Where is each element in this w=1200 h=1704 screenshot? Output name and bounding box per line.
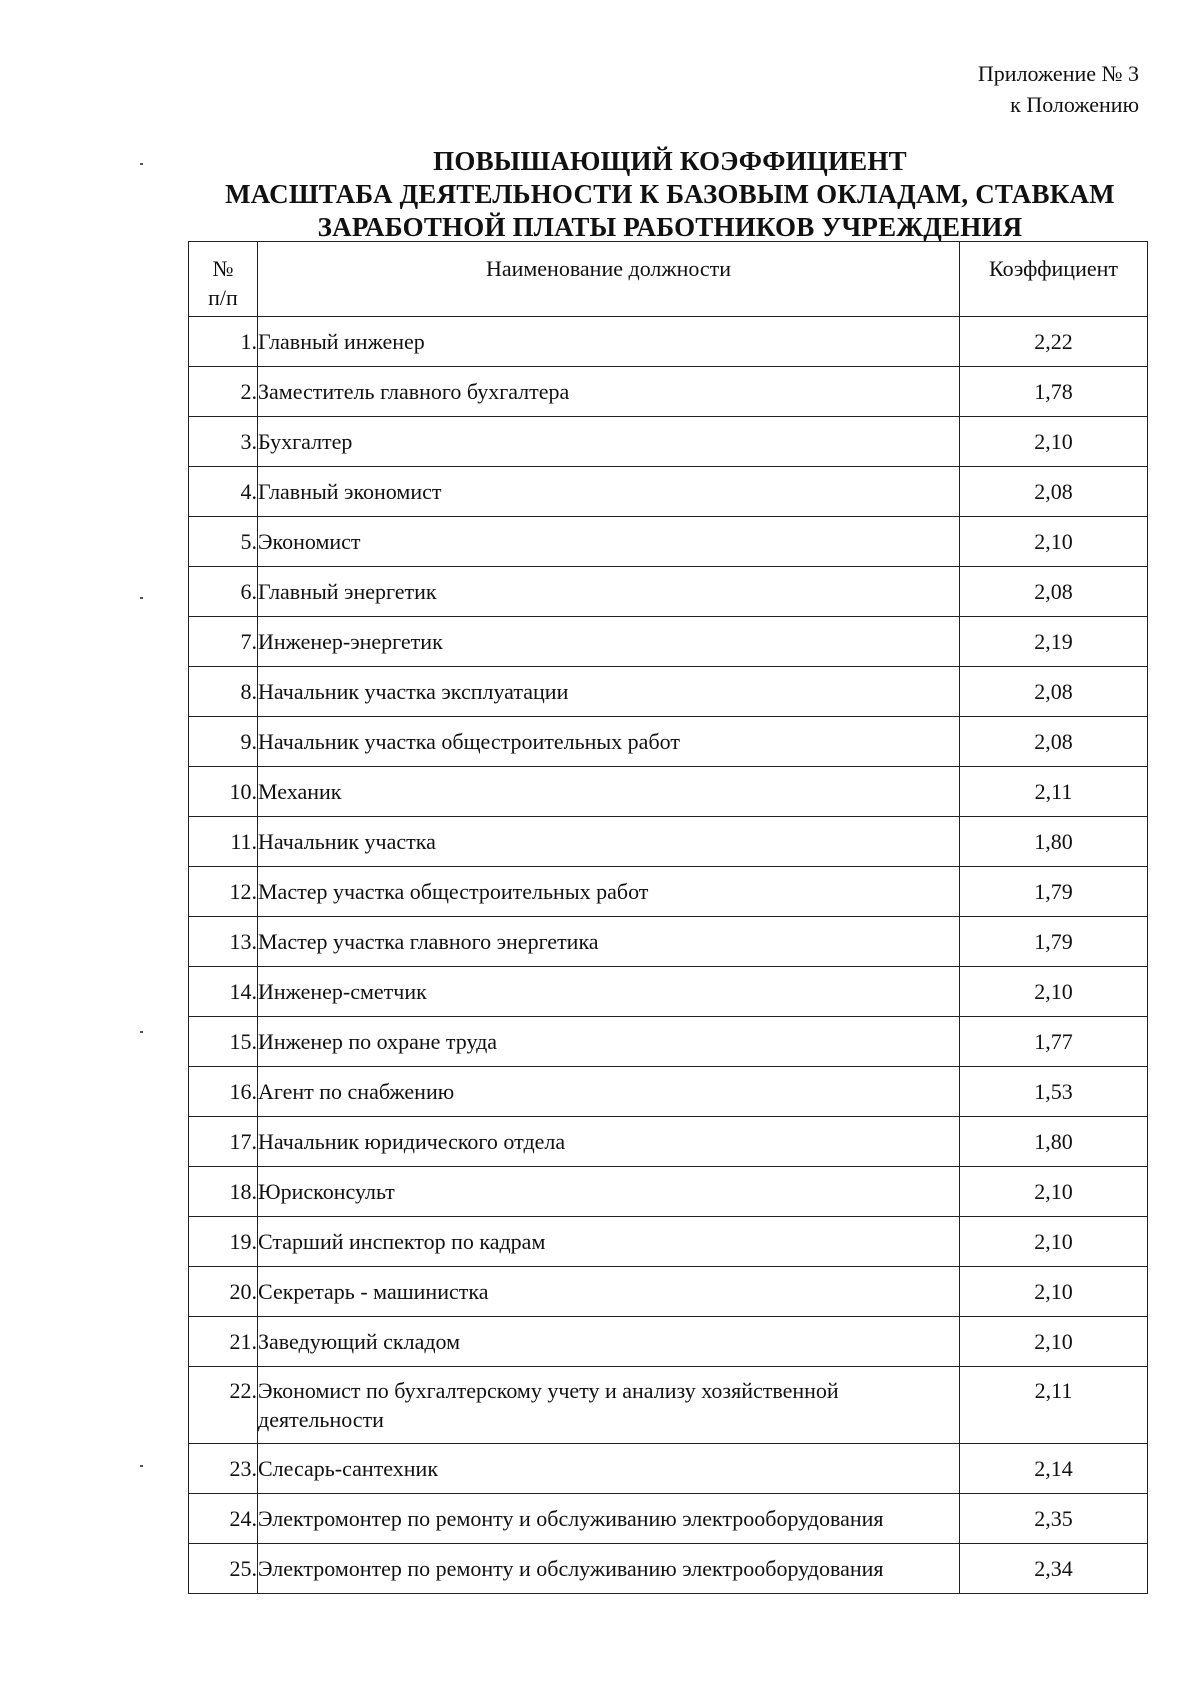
position-name: Старший инспектор по кадрам [258,1217,960,1267]
coefficient-value: 2,10 [960,967,1148,1017]
coefficient-value: 2,14 [960,1444,1148,1494]
position-name: Заведующий складом [258,1317,960,1367]
coefficient-value: 2,10 [960,417,1148,467]
position-name: Главный экономист [258,467,960,517]
appendix-note [978,58,1139,120]
table-row [189,517,1148,567]
scan-mark [140,1465,143,1467]
position-name: Экономист по бухгалтерскому учету и анализу хозяйственной деятельности [258,1367,960,1444]
coefficient-value: 1,80 [960,1117,1148,1167]
row-number: 20. [189,1267,258,1317]
coefficient-value: 2,08 [960,667,1148,717]
scan-mark [140,597,143,599]
coefficient-value: 2,08 [960,467,1148,517]
row-number: 11. [189,817,258,867]
coefficient-value: 2,10 [960,517,1148,567]
row-number: 4. [189,467,258,517]
coefficient-value: 2,19 [960,617,1148,667]
coefficient-value: 2,35 [960,1494,1148,1544]
coefficient-value: 2,10 [960,1217,1148,1267]
table-row [189,717,1148,767]
row-number: 16. [189,1067,258,1117]
row-number: 6. [189,567,258,617]
table-row [189,1217,1148,1267]
position-name: Начальник юридического отдела [258,1117,960,1167]
position-name: Главный энергетик [258,567,960,617]
table-row [189,967,1148,1017]
coefficient-value: 2,34 [960,1544,1148,1594]
header-number [189,242,258,317]
appendix-number: Приложение № 3 [977,61,1139,86]
row-number: 25. [189,1544,258,1594]
table-row [189,1367,1148,1444]
coefficient-value: 1,79 [960,867,1148,917]
coefficient-value: 1,80 [960,817,1148,867]
coefficient-value: 1,77 [960,1017,1148,1067]
table-row [189,367,1148,417]
position-name: Мастер участка главного энергетика [258,917,960,967]
position-name: Секретарь - машинистка [258,1267,960,1317]
position-name: Инженер-энергетик [258,617,960,667]
table-row [189,417,1148,467]
table-row [189,467,1148,517]
row-number: 7. [189,617,258,667]
position-name: Заместитель главного бухгалтера [258,367,960,417]
position-name: Экономист [258,517,960,567]
table-row [189,1267,1148,1317]
position-name: Юрисконсульт [258,1167,960,1217]
position-name: Начальник участка эксплуатации [258,667,960,717]
header-coefficient: Коэффициент [960,242,1148,317]
scan-mark [140,1031,143,1033]
position-name: Электромонтер по ремонту и обслуживанию электрооборудования [258,1494,960,1544]
title-line-3: ЗАРАБОТНОЙ ПЛАТЫ РАБОТНИКОВ УЧРЕЖДЕНИЯ [317,212,1023,242]
table-row [189,1167,1148,1217]
scan-mark [140,163,143,165]
row-number: 13. [189,917,258,967]
table-body [189,317,1148,1594]
position-name: Электромонтер по ремонту и обслуживанию электрооборудования [258,1544,960,1594]
table-row [189,1317,1148,1367]
row-number: 18. [189,1167,258,1217]
row-number: 9. [189,717,258,767]
position-name: Начальник участка [258,817,960,867]
position-name: Бухгалтер [258,417,960,467]
row-number: 15. [189,1017,258,1067]
row-number: 14. [189,967,258,1017]
row-number: 21. [189,1317,258,1367]
row-number: 1. [189,317,258,367]
header-row [189,242,1148,317]
table-row [189,1544,1148,1594]
title-line-1: ПОВЫШАЮЩИЙ КОЭФФИЦИЕНТ [433,146,907,176]
position-name: Механик [258,767,960,817]
position-name: Мастер участка общестроительных работ [258,867,960,917]
position-name: Инженер по охране труда [258,1017,960,1067]
table-row [189,1117,1148,1167]
coefficient-value: 2,22 [960,317,1148,367]
coefficient-value: 2,08 [960,567,1148,617]
table-row [189,567,1148,617]
row-number: 2. [189,367,258,417]
document-title [160,145,1180,244]
table-row [189,1067,1148,1117]
coefficient-value: 1,78 [960,367,1148,417]
coefficient-value: 1,79 [960,917,1148,967]
coefficient-value: 2,10 [960,1317,1148,1367]
row-number: 17. [189,1117,258,1167]
coefficient-value: 2,10 [960,1167,1148,1217]
table-header [189,242,1148,317]
row-number: 22. [189,1367,258,1444]
row-number: 5. [189,517,258,567]
table-row [189,917,1148,967]
table-row [189,1017,1148,1067]
table-row [189,317,1148,367]
position-name: Начальник участка общестроительных работ [258,717,960,767]
position-name: Слесарь-сантехник [258,1444,960,1494]
position-name: Главный инженер [258,317,960,367]
header-position-name: Наименование должности [258,242,960,317]
row-number: 23. [189,1444,258,1494]
table-row [189,817,1148,867]
table-row [189,667,1148,717]
coefficient-value: 1,53 [960,1067,1148,1117]
header-number-abbr: п/п [208,285,238,310]
table-row [189,767,1148,817]
position-name: Инженер-сметчик [258,967,960,1017]
row-number: 8. [189,667,258,717]
table-row [189,1494,1148,1544]
table-row [189,1444,1148,1494]
coefficient-value: 2,10 [960,1267,1148,1317]
title-line-2: МАСШТАБА ДЕЯТЕЛЬНОСТИ К БАЗОВЫМ ОКЛАДАМ, СТАВКАМ [225,179,1115,209]
table-row [189,867,1148,917]
row-number: 24. [189,1494,258,1544]
coefficient-value: 2,08 [960,717,1148,767]
row-number: 19. [189,1217,258,1267]
row-number: 12. [189,867,258,917]
header-number-symbol: № [212,256,234,281]
coefficient-table [188,241,1148,1594]
row-number: 3. [189,417,258,467]
appendix-reference: к Положению [1010,92,1139,117]
coefficient-value: 2,11 [960,1367,1148,1444]
row-number: 10. [189,767,258,817]
table-row [189,617,1148,667]
position-name: Агент по снабжению [258,1067,960,1117]
coefficient-value: 2,11 [960,767,1148,817]
